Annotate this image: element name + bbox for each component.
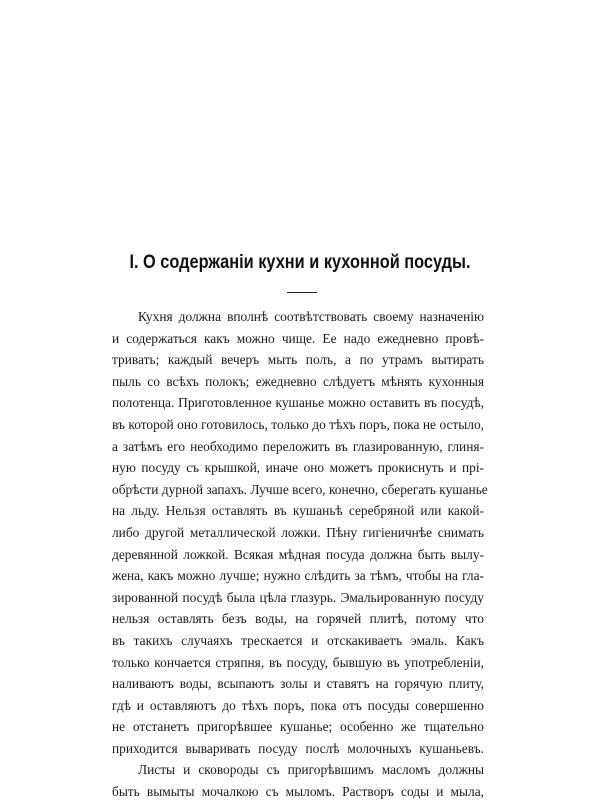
- text-line: тривать; каждый вечеръ мыть полъ, а по утрамъ вытирать: [112, 352, 484, 368]
- text-line: только кончается стряпня, въ посуду, бывшую въ употребленiи,: [112, 654, 484, 670]
- text-line: зированной посудѣ была цѣла глазурь. Эмальированную посуду: [112, 589, 484, 605]
- text-line: Листы и сковороды съ пригорѣвшимъ масломъ должны: [138, 762, 484, 778]
- text-line: въ которой оно готовилось, только до тѣхъ поръ, пока не остыло,: [112, 416, 484, 432]
- text-line: ную посуду съ крышкой, иначе оно можетъ прокиснуть и прi-: [112, 460, 484, 476]
- text-line: деревянной ложкой. Всякая мѣдная посуда должна быть вылу-: [112, 546, 484, 562]
- text-line: быть вымыты мочалкою съ мыломъ. Растворъ соды и мыла,: [112, 784, 484, 800]
- text-line: пыль со всѣхъ полокъ; ежедневно слѣдуетъ мѣнять кухонныя: [112, 373, 484, 389]
- text-line: не отстанетъ пригорѣвшее кушанье; особенно же тщательно: [112, 719, 484, 735]
- body-text: [112, 306, 488, 803]
- text-line: и содержаться какъ можно чище. Ее надо ежедневно провѣ-: [112, 330, 484, 346]
- text-line: а затѣмъ его необходимо переложить въ глазированную, глиня-: [112, 438, 484, 454]
- text-line: Кухня должна вполнѣ соотвѣтствовать своему назначенiю: [138, 309, 484, 324]
- text-line: полотенца. Приготовленное кушанье можно оставить въ посудѣ,: [112, 395, 484, 411]
- text-line: жена, какъ можно лучше; нужно слѣдить за тѣмъ, чтобы на гла-: [112, 568, 484, 584]
- text-line: наливаютъ воды, всыпаютъ золы и ставятъ на горячую плиту,: [112, 676, 484, 692]
- text-line: приходится вываривать посуду послѣ молочныхъ кушаньевъ.: [112, 740, 484, 756]
- text-line: нельзя оставлять безъ воды, на горячей плитѣ, потому что: [112, 611, 484, 627]
- text-line: гдѣ и оставляютъ до тѣхъ поръ, пока отъ посуды совершенно: [112, 697, 484, 713]
- text-line: обрѣсти дурной запахъ. Лучше всего, конечно, сберегать кушанье: [112, 481, 488, 497]
- text-line: либо другой металлической ложки. Пѣну гигiеничнѣе снимать: [112, 524, 484, 540]
- heading-divider: [287, 292, 317, 293]
- chapter-heading: I. О содержанiи кухни и кухонной посуды.: [129, 252, 471, 273]
- text-line: въ такихъ случаяхъ трескается и отскакиваетъ эмаль. Какъ: [112, 632, 484, 648]
- text-line: на льду. Нельзя оставлять въ кушаньѣ серебряной или какой-: [112, 503, 484, 519]
